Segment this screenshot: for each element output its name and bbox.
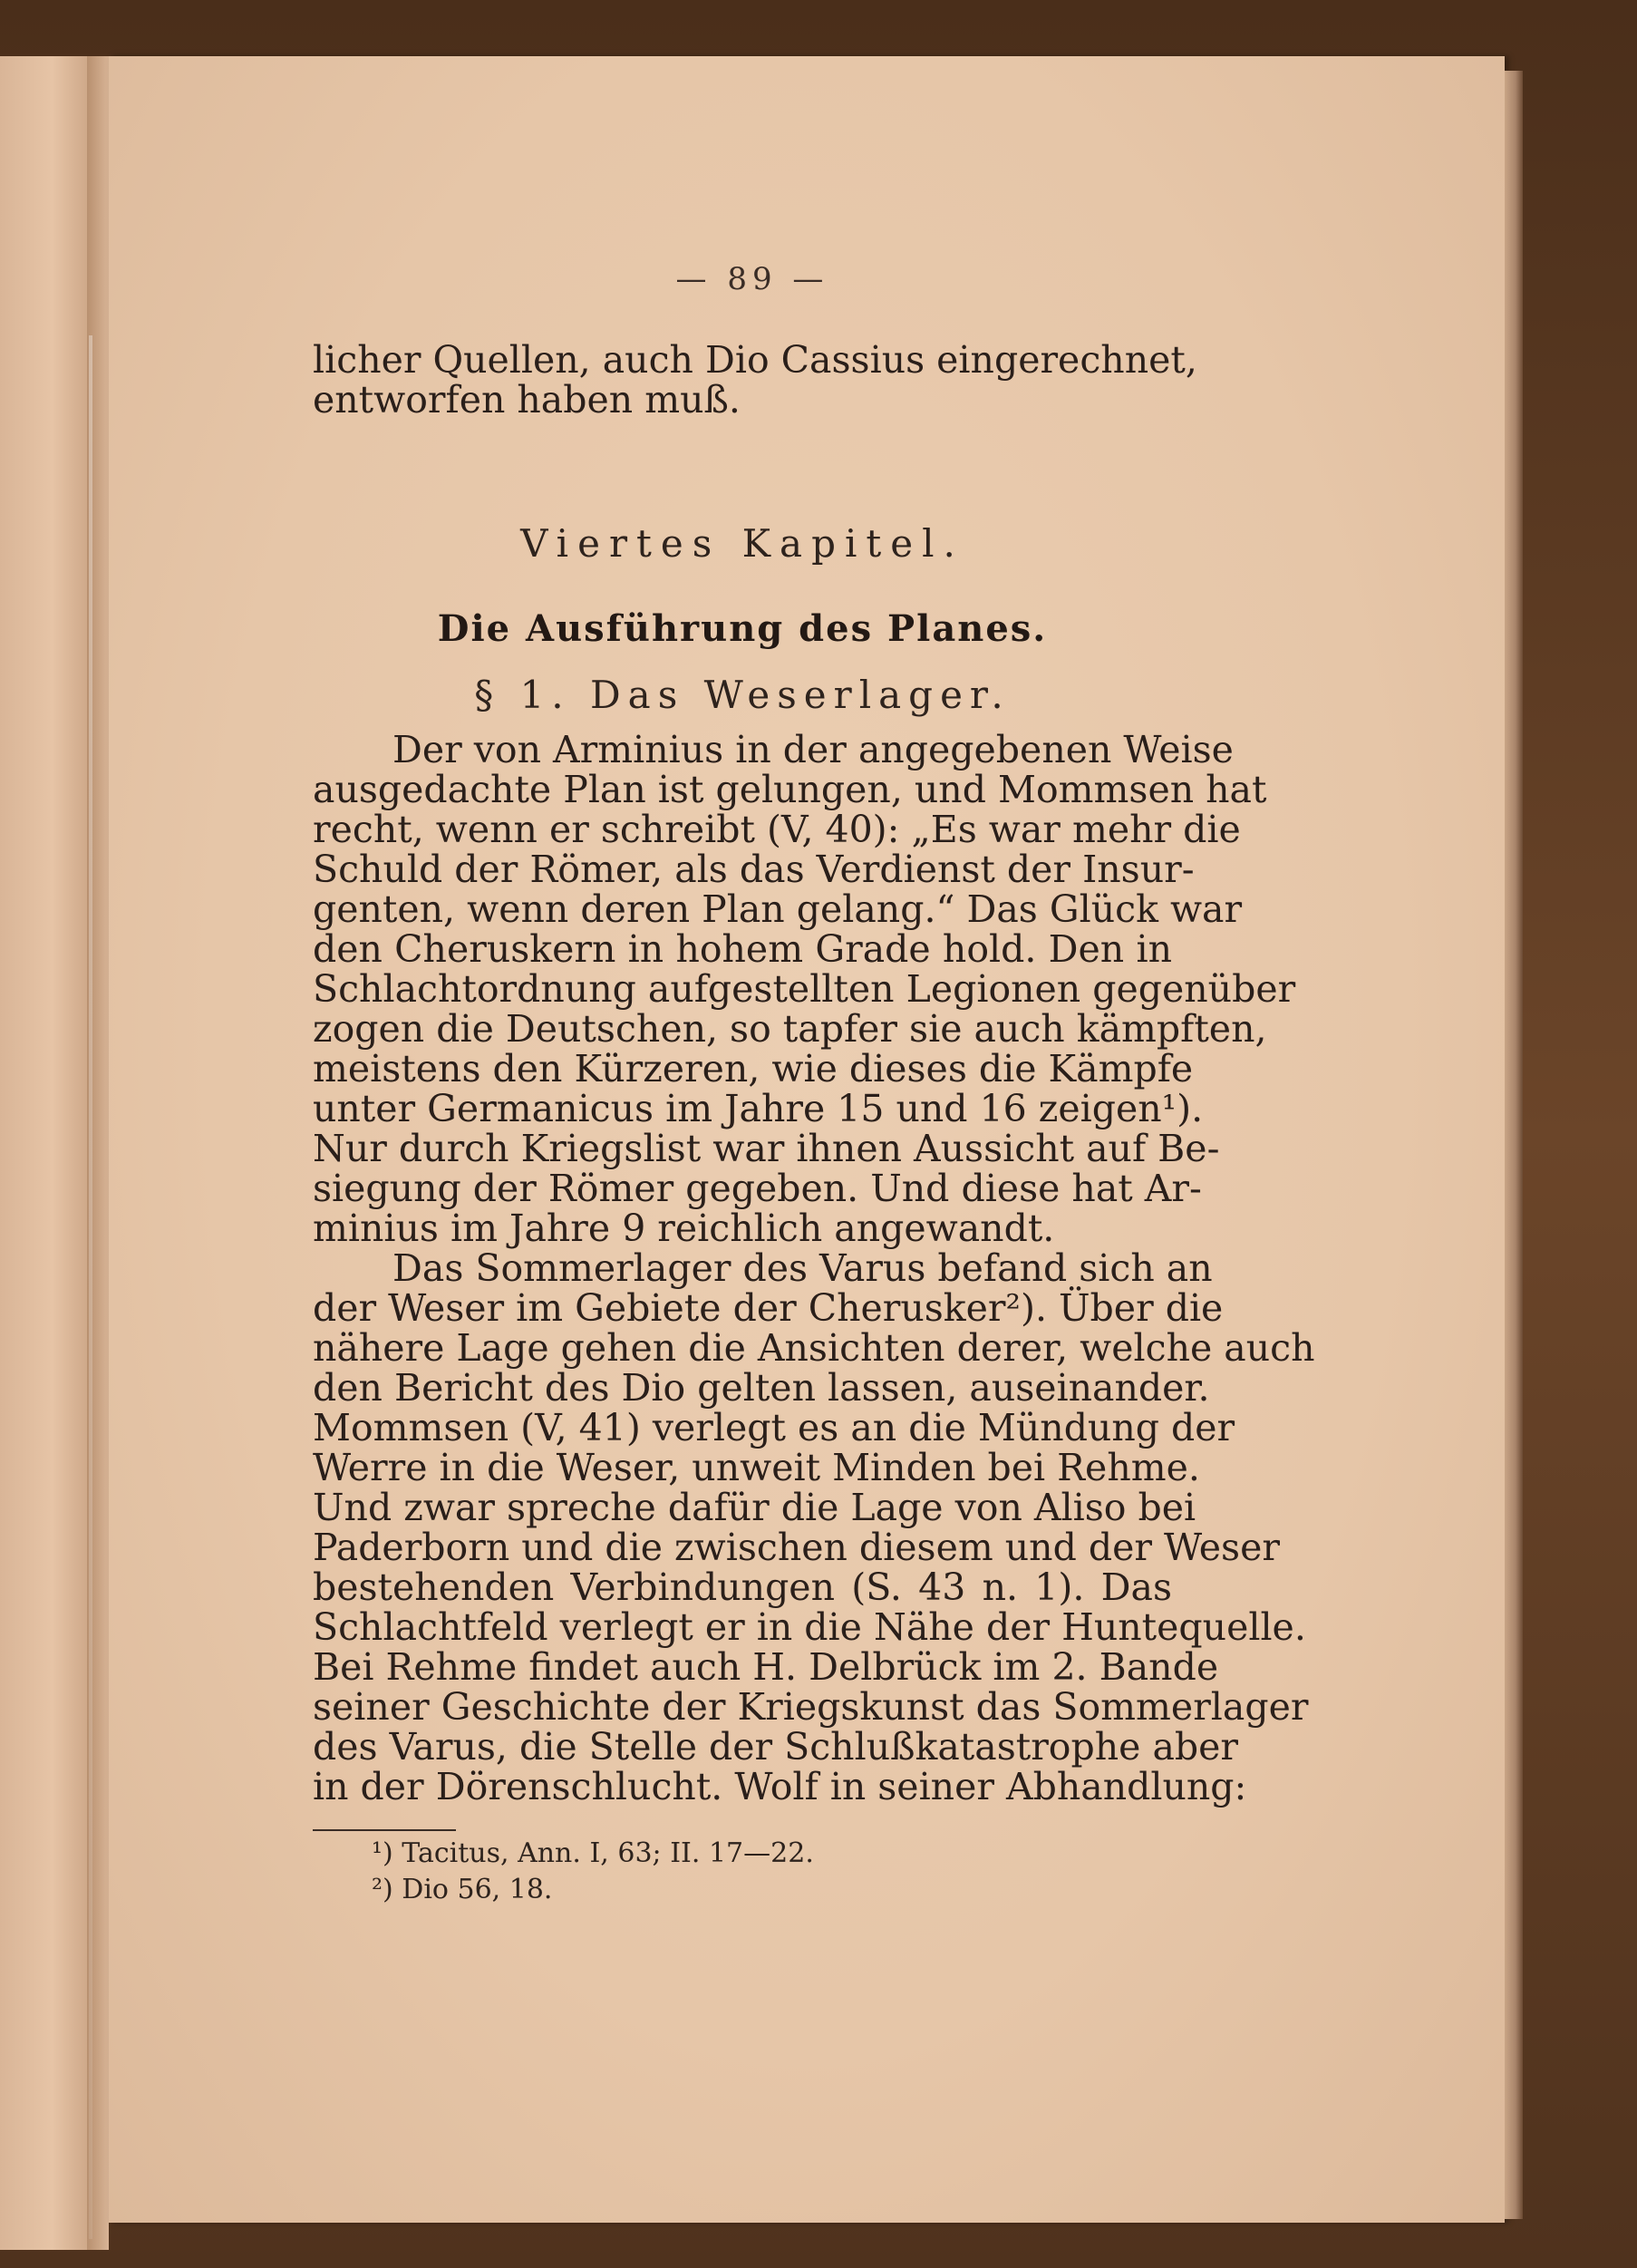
- body-line: Schlachtordnung aufgestellten Legionen gegenüber: [313, 967, 1296, 1011]
- intro-line-1: licher Quellen, auch Dio Cassius eingerechnet,: [313, 338, 1197, 382]
- body-line: in der Dörenschlucht. Wolf in seiner Abhandlung:: [313, 1765, 1247, 1808]
- facing-page-edge: [0, 56, 89, 2250]
- body-line: recht, wenn er schreibt (V, 40): „Es war mehr die: [313, 808, 1241, 851]
- body-line: seiner Geschichte der Kriegskunst das Sommerlager: [313, 1685, 1309, 1729]
- body-line: Der von Arminius in der angegebenen Weise: [392, 728, 1234, 771]
- body-line: Mommsen (V, 41) verlegt es an die Mündung der: [313, 1406, 1235, 1449]
- page-number: — 89 —: [675, 261, 829, 297]
- section-heading: Die Ausführung des Planes.: [437, 607, 1048, 650]
- body-line: der Weser im Gebiete der Cherusker²). Über die: [313, 1286, 1224, 1330]
- body-line: den Cheruskern in hohem Grade hold. Den in: [313, 927, 1172, 971]
- body-line: genten, wenn deren Plan gelang.“ Das Glück war: [313, 887, 1243, 931]
- paragraph-1: [313, 728, 1296, 1250]
- body-line: Das Sommerlager des Varus befand sich an: [392, 1246, 1213, 1290]
- body-line: Nur durch Kriegslist war ihnen Aussicht auf Be-: [313, 1127, 1220, 1170]
- body-line: bestehenden Verbindungen (S. 43 n. 1). Das: [313, 1565, 1172, 1609]
- body-line: den Bericht des Dio gelten lassen, auseinander.: [313, 1366, 1210, 1410]
- paragraph-2: [313, 1246, 1315, 1808]
- body-line: nähere Lage gehen die Ansichten derer, welche auch: [313, 1326, 1315, 1370]
- subsection-heading: § 1. Das Weserlager.: [474, 673, 1011, 717]
- body-line: Und zwar spreche dafür die Lage von Aliso bei: [313, 1486, 1196, 1529]
- body-line: Bei Rehme findet auch H. Delbrück im 2. Bande: [313, 1645, 1219, 1689]
- body-line: unter Germanicus im Jahre 15 und 16 zeigen¹).: [313, 1087, 1204, 1130]
- footnote-2: ²) Dio 56, 18.: [372, 1874, 553, 1905]
- body-line: Schlachtfeld verlegt er in die Nähe der Huntequelle.: [313, 1605, 1306, 1649]
- footnote-1: ¹) Tacitus, Ann. I, 63; II. 17—22.: [372, 1837, 814, 1869]
- body-line: minius im Jahre 9 reichlich angewandt.: [313, 1207, 1055, 1250]
- binding-crease: [89, 335, 92, 2239]
- body-line: Werre in die Weser, unweit Minden bei Rehme.: [313, 1446, 1200, 1489]
- body-line: siegung der Römer gegeben. Und diese hat Ar-: [313, 1167, 1202, 1210]
- body-line: meistens den Kürzeren, wie dieses die Kämpfe: [313, 1047, 1194, 1090]
- footnote-separator: [313, 1829, 456, 1831]
- chapter-title: Viertes Kapitel.: [520, 521, 964, 566]
- body-line: ausgedachte Plan ist gelungen, und Mommsen hat: [313, 768, 1267, 811]
- intro-paragraph: [313, 338, 1197, 422]
- body-line: des Varus, die Stelle der Schlußkatastrophe aber: [313, 1725, 1238, 1769]
- page-edge-shadow: [1505, 71, 1523, 2219]
- intro-line-2: entworfen haben muß.: [313, 378, 741, 422]
- body-line: Schuld der Römer, als das Verdienst der Insur-: [313, 848, 1195, 891]
- footnotes: [372, 1836, 1006, 1908]
- body-line: Paderborn und die zwischen diesem und der Weser: [313, 1526, 1280, 1569]
- body-line: zogen die Deutschen, so tapfer sie auch kämpften,: [313, 1007, 1267, 1051]
